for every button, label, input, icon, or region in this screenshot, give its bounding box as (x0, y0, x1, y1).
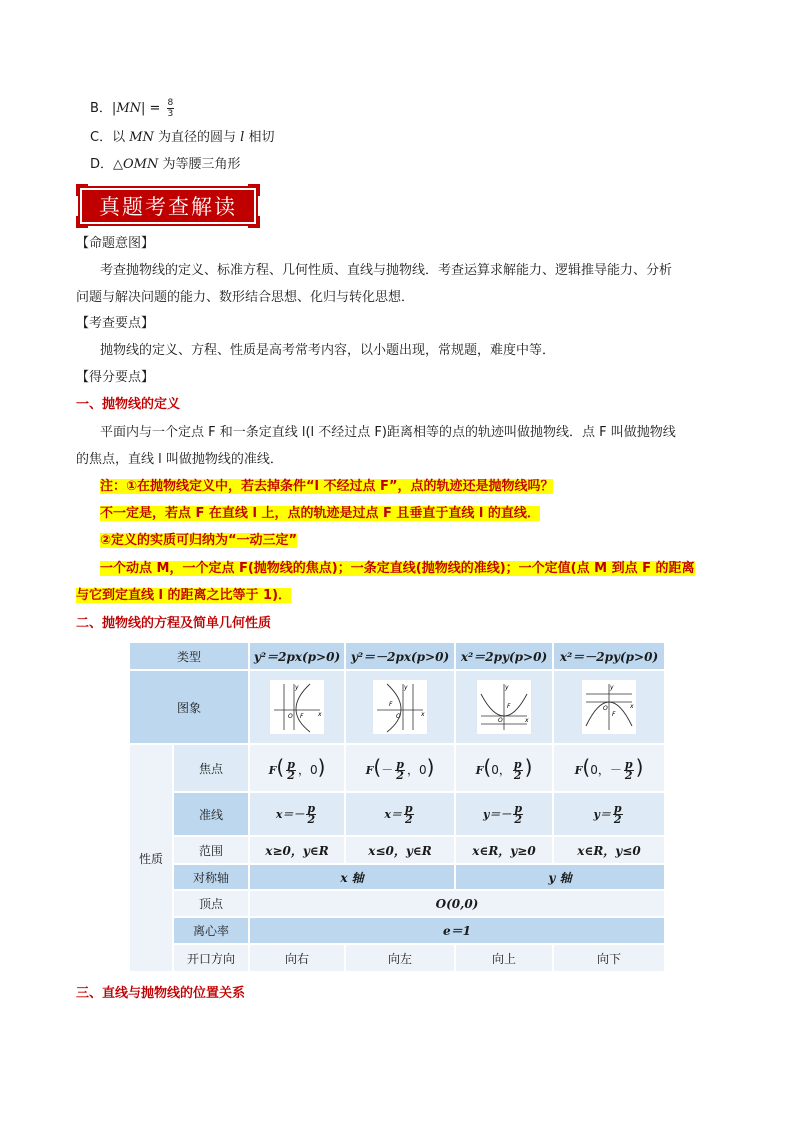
intent-line-1: 考查抛物线的定义、标准方程、几何性质、直线与抛物线．考查运算求解能力、逻辑推导能力、分析 (100, 263, 673, 278)
property-label: 性质 (129, 744, 173, 972)
eccentricity-label: 离心率 (173, 917, 249, 944)
parabola-right-graph (270, 680, 324, 734)
option-b-prefix: B．| (90, 101, 117, 116)
axis-y: y 轴 (455, 864, 665, 890)
section-banner (76, 184, 260, 228)
range-1: x≥0，y∈R (249, 836, 345, 864)
directrix-2: x＝ $\frac{p}{2}$ (345, 792, 455, 836)
type-2: y²＝－2px(p>0) (345, 642, 455, 670)
graph-cell-2 (345, 670, 455, 744)
graph-y-label: y (404, 684, 408, 691)
heading-line-parabola: 三、直线与抛物线的位置关系 (76, 986, 246, 1001)
graph-x-label: x (421, 711, 425, 718)
graph-f-label: F (389, 701, 393, 708)
vertex-label: 顶点 (173, 890, 249, 917)
note-line-3: ②定义的实质可归纳为“一动三定” (100, 533, 298, 548)
intent-line-2: 问题与解决问题的能力、数形结合思想、化归与转化思想． (76, 290, 415, 305)
graph-o-label: O (288, 713, 293, 720)
option-b-mn: MN (116, 101, 141, 116)
open-4: 向下 (553, 944, 665, 972)
heading-equations: 二、抛物线的方程及简单几何性质 (76, 616, 272, 631)
points-line-1: 抛物线的定义、方程、性质是高考常考内容，以小题出现，常规题，难度中等． (100, 343, 556, 358)
graph-cell-4 (553, 670, 665, 744)
points-title: 【考查要点】 (76, 316, 155, 331)
directrix-4: y＝ $\frac{p}{2}$ (553, 792, 665, 836)
note-line-2: 不一定是，若点 F 在直线 l 上，点的轨迹是过点 F 且垂直于直线 l 的直线． (100, 506, 540, 521)
graph-x-label: x (525, 717, 529, 724)
type-4: x²＝－2py(p>0) (553, 642, 665, 670)
option-b-fraction: $\frac{8}{3}$ (167, 98, 174, 119)
graph-y-label: y (610, 684, 614, 691)
banner-box (80, 188, 256, 224)
parabola-down-graph (582, 680, 636, 734)
focus-1: F( $\frac{p}{2}$ ，0) (249, 744, 345, 792)
open-3: 向上 (455, 944, 553, 972)
parabola-up-graph (477, 680, 531, 734)
range-3: x∈R，y≥0 (455, 836, 553, 864)
focus-3: F(0， $\frac{p}{2}$ ) (455, 744, 553, 792)
focus-2: F(－ $\frac{p}{2}$ ，0) (345, 744, 455, 792)
definition-line-1: 平面内与一个定点 F 和一条定直线 l(l 不经过点 F)距离相等的点的轨迹叫做抛物线．点 F 叫做抛物线 (100, 425, 676, 440)
open-1: 向右 (249, 944, 345, 972)
directrix-3: y＝－ $\frac{p}{2}$ (455, 792, 553, 836)
option-d: D．△OMN 为等腰三角形 (90, 157, 241, 172)
definition-line-2: 的焦点，直线 l 叫做抛物线的准线． (76, 452, 283, 467)
graph-o-label: O (603, 705, 608, 712)
graph-x-label: x (630, 703, 634, 710)
range-label: 范围 (173, 836, 249, 864)
option-c: C．以 MN 为直径的圆与 l 相切 (90, 130, 275, 145)
graph-o-label: O (396, 713, 401, 720)
axis-x: x 轴 (249, 864, 455, 890)
graph-f-label: F (507, 703, 511, 710)
parabola-properties-table (128, 641, 666, 973)
open-direction-label: 开口方向 (173, 944, 249, 972)
note-line-4: 一个动点 M，一个定点 F(抛物线的焦点)；一条定直线(抛物线的准线)；一个定值(点 M 到点 F 的距离 (100, 561, 695, 576)
range-4: x∈R，y≤0 (553, 836, 665, 864)
graph-cell-1 (249, 670, 345, 744)
eccentricity-value: e＝1 (249, 917, 665, 944)
axis-label: 对称轴 (173, 864, 249, 890)
heading-definition: 一、抛物线的定义 (76, 397, 181, 412)
graph-y-label: y (505, 684, 509, 691)
note-line-5: 与它到定直线 l 的距离之比等于 1)． (76, 588, 292, 603)
banner-title: 真题考查解读 (99, 195, 237, 219)
graph-x-label: x (318, 711, 322, 718)
graph-f-label: F (300, 713, 304, 720)
range-2: x≤0，y∈R (345, 836, 455, 864)
parabola-left-graph (373, 680, 427, 734)
type-label: 类型 (129, 642, 249, 670)
focus-4: F(0，－ $\frac{p}{2}$ ) (553, 744, 665, 792)
intent-title: 【命题意图】 (76, 236, 155, 251)
option-b (90, 98, 176, 119)
note-line-1: 注：①在抛物线定义中，若去掉条件“l 不经过点 F”，点的轨迹还是抛物线吗？ (100, 479, 554, 494)
graph-o-label: O (498, 717, 503, 724)
vertex-value: O(0,0) (249, 890, 665, 917)
directrix-label: 准线 (173, 792, 249, 836)
score-title: 【得分要点】 (76, 370, 155, 385)
open-2: 向左 (345, 944, 455, 972)
type-3: x²＝2py(p>0) (455, 642, 553, 670)
graph-cell-3 (455, 670, 553, 744)
image-label: 图象 (129, 670, 249, 744)
focus-label: 焦点 (173, 744, 249, 792)
option-b-mid: | = (141, 101, 165, 116)
graph-y-label: y (295, 684, 299, 691)
directrix-1: x＝－ $\frac{p}{2}$ (249, 792, 345, 836)
graph-f-label: F (612, 711, 616, 718)
type-1: y²＝2px(p>0) (249, 642, 345, 670)
